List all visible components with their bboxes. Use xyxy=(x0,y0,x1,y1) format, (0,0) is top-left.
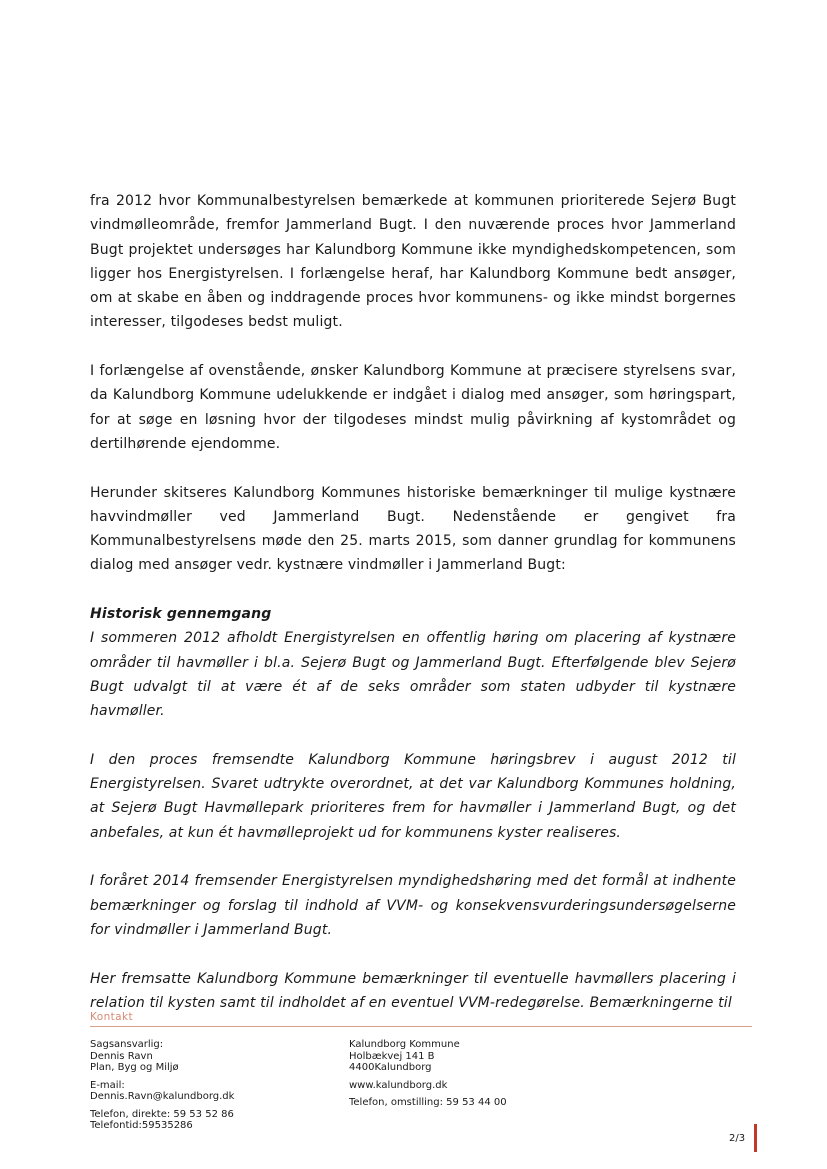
case-officer-label: Sagsansvarlig: xyxy=(90,1039,164,1050)
letter-body xyxy=(90,189,736,1039)
paragraph-1: fra 2012 hvor Kommunalbestyrelsen bemærkede at kommunen prioriterede Sejerø Bugt vindmølleområde, fremfor Jammerland Bugt. I den nuværende proces hvor Jammerland Bugt projektet undersøges har Kalundborg Kommune ikke myndighedskompetencen, som ligger hos Energistyrelsen. I forlængelse heraf, har Kalundborg Kommune bedt ansøger, om at skabe en åben og inddragende proces hvor kommunens- og ikke mindst borgernes interesser, tilgodeses bedst muligt. xyxy=(90,193,736,331)
paragraph-2: I forlængelse af ovenstående, ønsker Kalundborg Kommune at præcisere styrelsens svar, da Kalundborg Kommune udelukkende er indgået i dialog med ansøger, som høringspart, for at søge en løsning hvor der tilgodeses mindst mulig påvirkning af kystområdet og dertilhørende ejendomme. xyxy=(90,363,736,452)
history-heading: Historisk gennemgang xyxy=(90,606,272,623)
contact-person-block xyxy=(90,1039,234,1132)
email-address[interactable]: Dennis.Ravn@kalundborg.dk xyxy=(90,1091,235,1102)
municipality-name: Kalundborg Kommune xyxy=(349,1039,460,1050)
direct-phone: Telefon, direkte: 59 53 52 86 xyxy=(90,1108,234,1120)
case-officer-department: Plan, Byg og Miljø xyxy=(90,1062,179,1073)
page-number: 2/3 xyxy=(729,1133,746,1144)
street-address: Holbækvej 141 B xyxy=(349,1050,435,1062)
history-paragraph-2: I den proces fremsendte Kalundborg Kommune høringsbrev i august 2012 til Energistyrelsen. Svaret udtrykte overordnet, at det var Kalundborg Kommunes holdning, at Sejerø Bugt Havmøllepark prioriteres frem for havmøller i Jammerland Bugt, og det anbefales, at kun ét havmølleprojekt ud for kommunens kyster realiseres. xyxy=(90,751,736,841)
history-paragraph-1: I sommeren 2012 afholdt Energistyrelsen en offentlig høring om placering af kystnære områder til havmøller i bl.a. Sejerø Bugt og Jammerland Bugt. Efterfølgende blev Sejerø Bugt udvalgt til at være ét af de seks områder som staten udbyder til kystnære havmøller. xyxy=(90,630,736,720)
email-label: E-mail: xyxy=(90,1079,125,1091)
case-officer-name: Dennis Ravn xyxy=(90,1050,153,1062)
phone-hours: Telefontid:59535286 xyxy=(90,1120,193,1131)
page-accent-bar xyxy=(754,1124,757,1152)
history-paragraph-4: Her fremsatte Kalundborg Kommune bemærkninger til eventuelle havmøllers placering i relation til kysten samt til indholdet af en eventuel VVM-redegørelse. Bemærkningerne til xyxy=(90,970,736,1011)
postal-city: 4400Kalundborg xyxy=(349,1062,432,1073)
history-paragraph-3: I foråret 2014 fremsender Energistyrelsen myndighedshøring med det formål at indhente bemærkninger og forslag til indhold af VVM- og konsekvensvurderingsundersøgelserne for vindmøller i Jammerland Bugt. xyxy=(90,873,736,938)
paragraph-3: Herunder skitseres Kalundborg Kommunes historiske bemærkninger til mulige kystnære havvindmøller ved Jammerland Bugt. Nedenstående er gengivet fra Kommunalbestyrelsens møde den 25. marts 2015, som danner grundlag for kommunens dialog med ansøger vedr. kystnære vindmøller i Jammerland Bugt: xyxy=(90,484,736,574)
municipality-address-block xyxy=(349,1039,507,1109)
contact-divider xyxy=(90,1026,752,1027)
website-link[interactable]: www.kalundborg.dk xyxy=(349,1079,448,1091)
switchboard-phone: Telefon, omstilling: 59 53 44 00 xyxy=(349,1097,507,1108)
contact-label: Kontakt xyxy=(90,1011,133,1023)
